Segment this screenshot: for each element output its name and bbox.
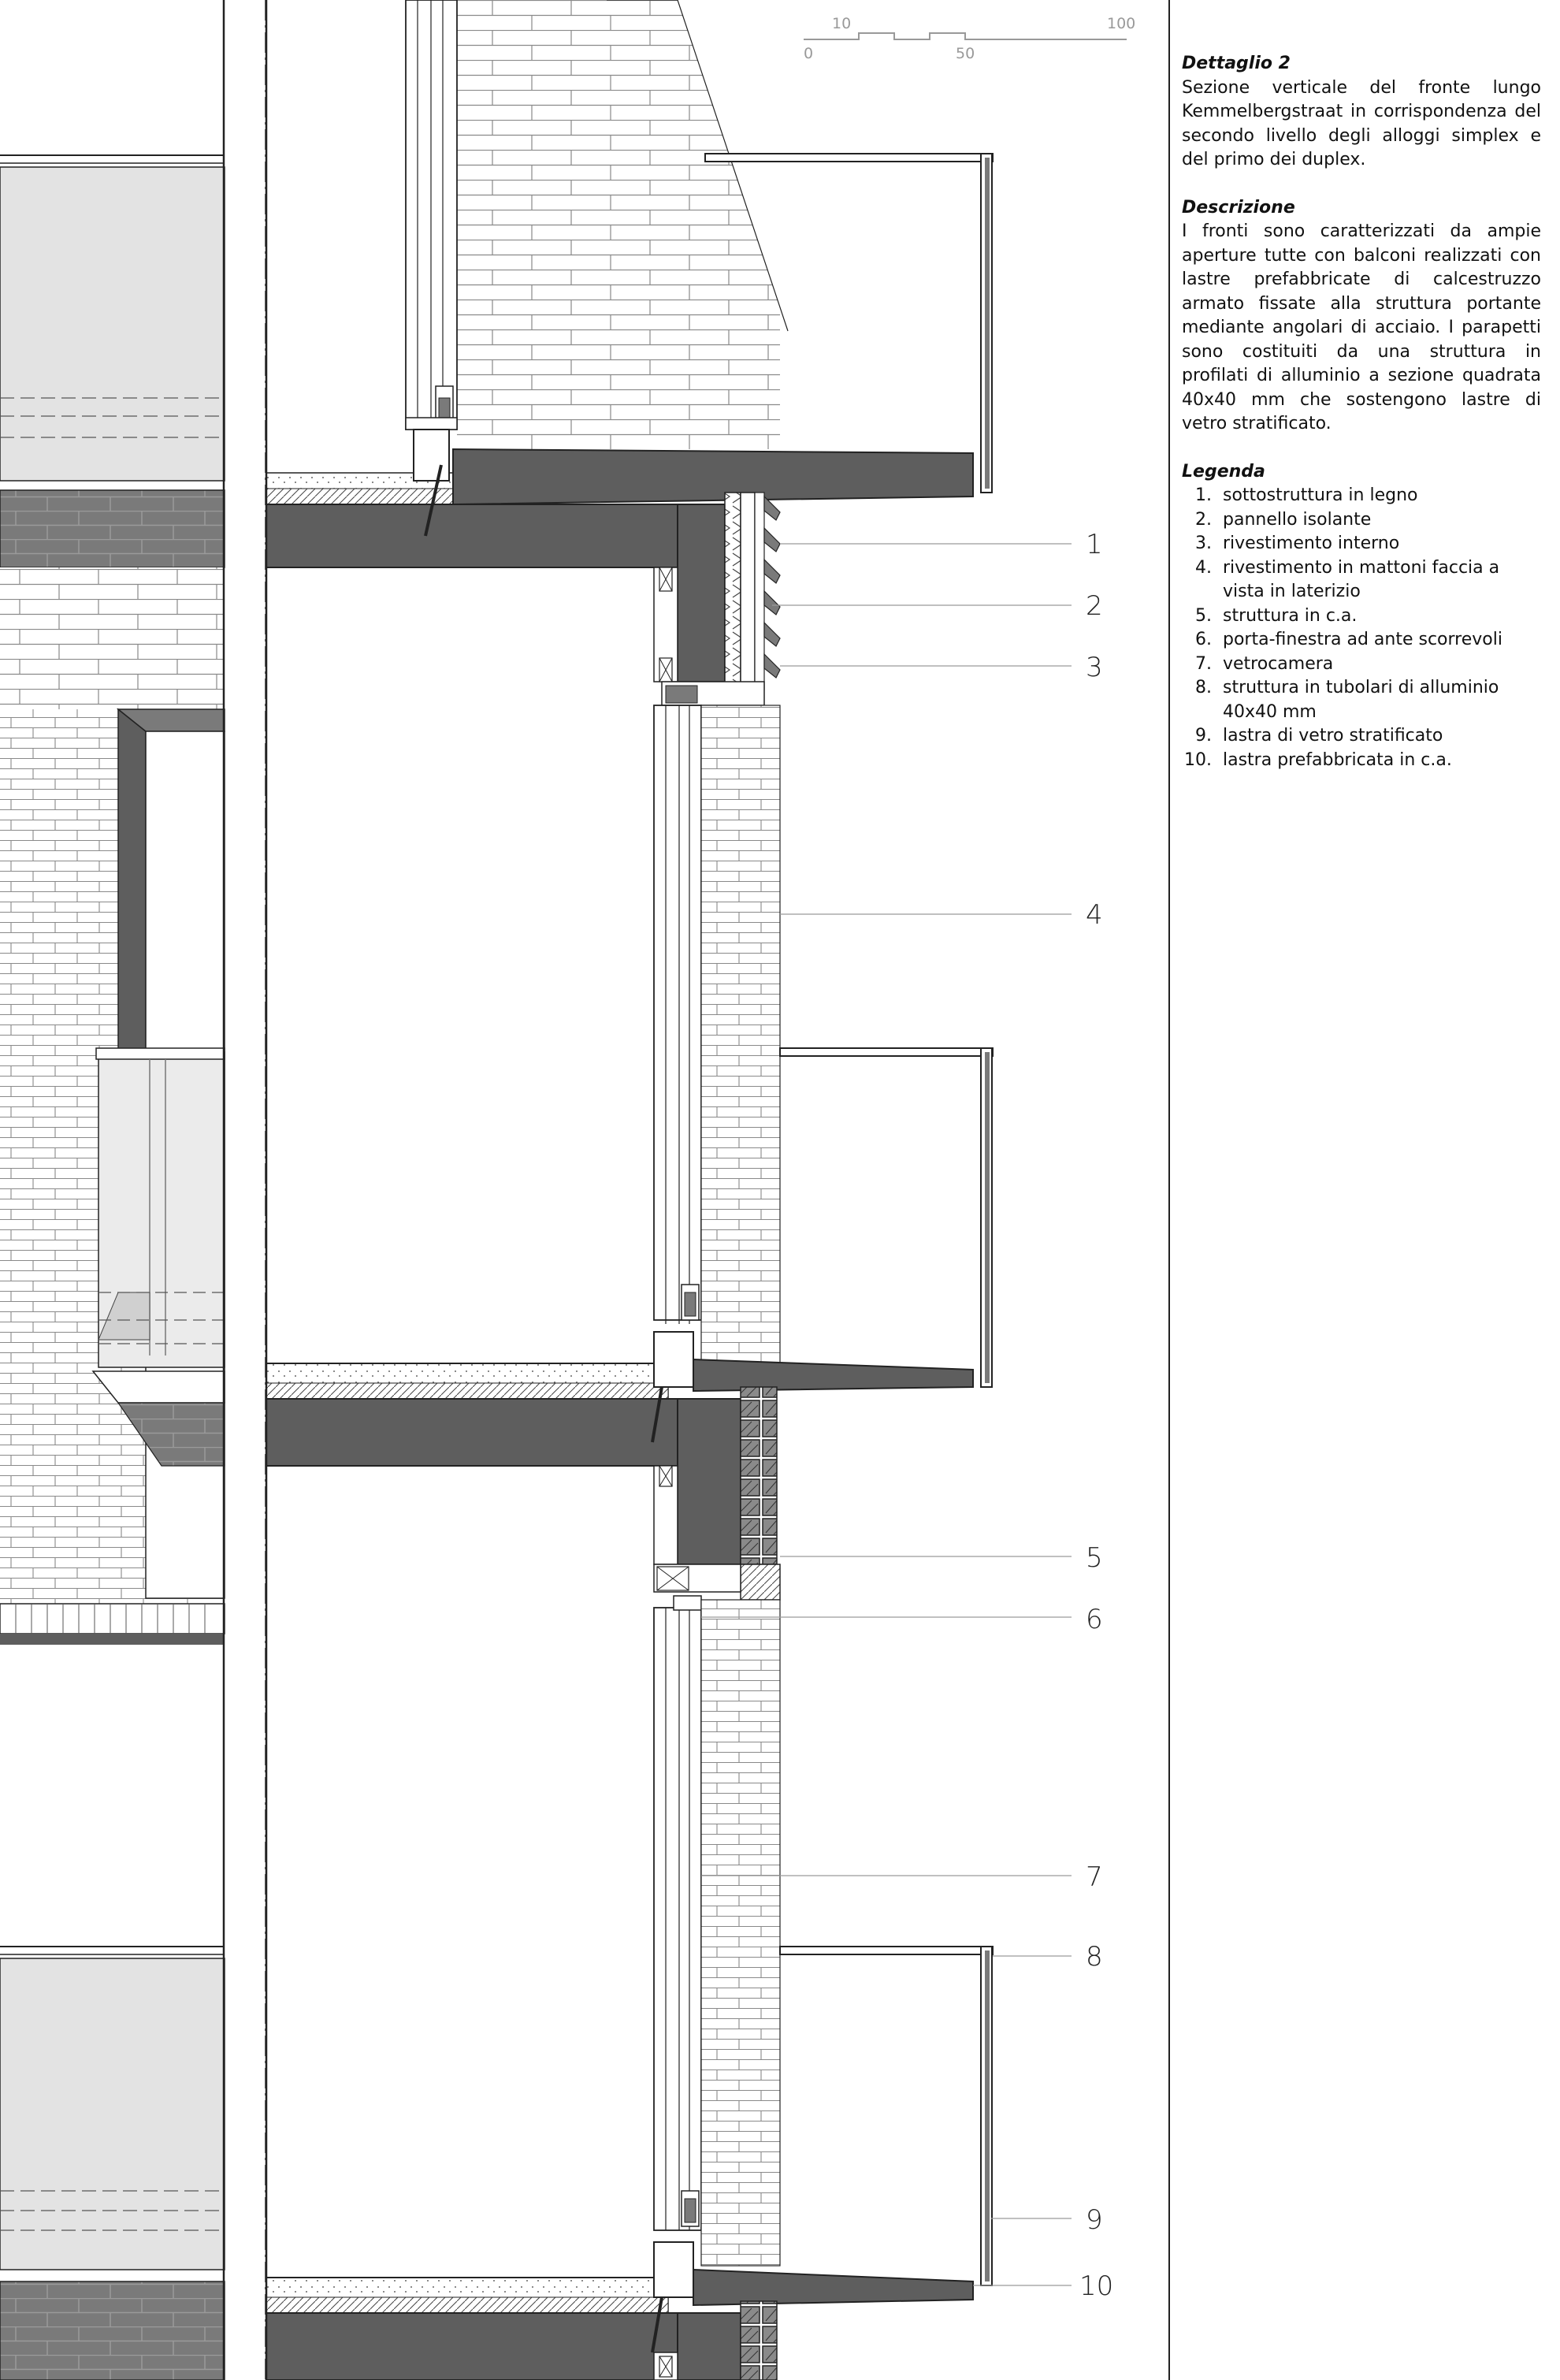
legend-item-text: struttura in tubolari di alluminio 40x40 mm [1223,678,1499,722]
legend-item-num: 1. [1195,485,1212,505]
callout-9: 9 [1086,2204,1103,2236]
legend-item-text: lastra prefabbricata in c.a. [1223,749,1452,770]
legend-item [1182,484,1541,508]
caption-column [1182,52,1541,772]
upper-brick-facade [457,0,607,449]
description-text: I fronti sono caratterizzati da ampie aperture tutte con balconi realizzati con lastre prefabbricate di calcestruzzo armato fissate alla struttura portante mediante angolari di acciaio. I parapetti sono costituiti da una struttura in profilati di alluminio a sezione quadrata 40x40 mm che sostengono lastre di vetro stratificato. [1182,221,1541,433]
mid-balcony-slab [693,1359,973,1391]
balcony-rail-lower [780,1947,993,1954]
scale-label-0: 0 [804,45,814,62]
glazing-unit-lower [654,1608,701,2230]
legend-item-text: vetrocamera [1223,653,1334,674]
legend-list [1182,484,1541,772]
legend-item-text: rivestimento interno [1223,534,1400,553]
scale-bar [804,15,1135,62]
band-grilles [0,1604,225,1634]
brick-section-column [741,1387,777,1564]
legend-item-text: lastra di vetro stratificato [1223,726,1443,746]
mid-concrete-beam [678,1399,741,1564]
upper-concrete-beam [678,504,725,682]
elevation-strip [0,0,225,2380]
legend-item-num: 10. [1184,749,1212,770]
callout-3: 3 [1086,652,1103,683]
legend-item-num: 9. [1195,726,1212,746]
description-section [1182,196,1541,437]
insulation-panel [741,493,755,690]
legend-item-text: sottostruttura in legno [1223,485,1418,505]
lower-brick-facade [701,1600,780,2266]
callout-6: 6 [1086,1604,1103,1635]
callout-10: 10 [1079,2270,1114,2302]
scale-label-50: 50 [956,45,975,62]
callout-1: 1 [1086,529,1103,560]
upper-balcony-slab [453,449,973,504]
light-brick-wall [0,567,225,709]
scale-label-10: 10 [832,15,852,32]
legend-item-text: rivestimento in mattoni faccia a vista in laterizio [1223,557,1500,601]
lower-balcony-slab [693,2270,973,2305]
legend-item-text: struttura in c.a. [1223,605,1358,626]
legend-item-num: 4. [1195,557,1212,578]
legend-item [1182,749,1541,773]
legend-item-num: 3. [1195,534,1212,553]
legend-item [1182,604,1541,629]
detail-section [1182,52,1541,173]
cladding-louvres [755,493,780,690]
legend-item-text: pannello isolante [1223,509,1372,530]
legend-section [1182,460,1541,773]
wood-substructure [725,493,741,690]
legend-item [1182,508,1541,533]
legend-item [1182,676,1541,724]
callout-8: 8 [1086,1941,1103,1973]
detail-text: Sezione verticale del fronte lungo Kemmelbergstraat in corrispondenza del secondo livello degli alloggi simplex e del primo dei duplex. [1182,77,1541,169]
vertical-section [266,0,993,2380]
callout-2: 2 [1086,590,1103,622]
callout-5: 5 [1086,1542,1103,1574]
scale-label-100: 100 [1107,15,1136,32]
callout-numbers [1079,529,1113,2302]
balcony-rail-mid [780,1048,993,1056]
legend-item [1182,653,1541,677]
legend-item-num: 7. [1195,653,1212,674]
legend-title: Legenda [1182,461,1265,482]
legend-item-num: 6. [1195,630,1212,649]
legend-item [1182,628,1541,653]
legend-item [1182,532,1541,556]
legend-item [1182,724,1541,749]
callout-7: 7 [1086,1861,1103,1893]
elevation-panel-grey-lower [0,1958,225,2270]
legend-item-text: porta-finestra ad ante scorrevoli [1223,630,1502,649]
chimney-brick-slope [607,0,780,449]
detail-title: Dettaglio 2 [1182,54,1291,73]
legend-item-num: 5. [1195,605,1212,626]
legend-item [1182,556,1541,604]
description-title: Descrizione [1182,197,1295,218]
dark-brick-band [0,490,225,567]
legend-item-num: 2. [1195,509,1212,530]
callout-4: 4 [1086,899,1103,931]
balcony-rail-upper [705,154,993,162]
upper-concrete-slab [266,504,723,567]
legend-item-num: 8. [1195,678,1212,697]
elevation-panel-grey [0,167,225,481]
glazing-unit-mid [654,705,701,1320]
mid-brick-facade [701,705,780,1363]
